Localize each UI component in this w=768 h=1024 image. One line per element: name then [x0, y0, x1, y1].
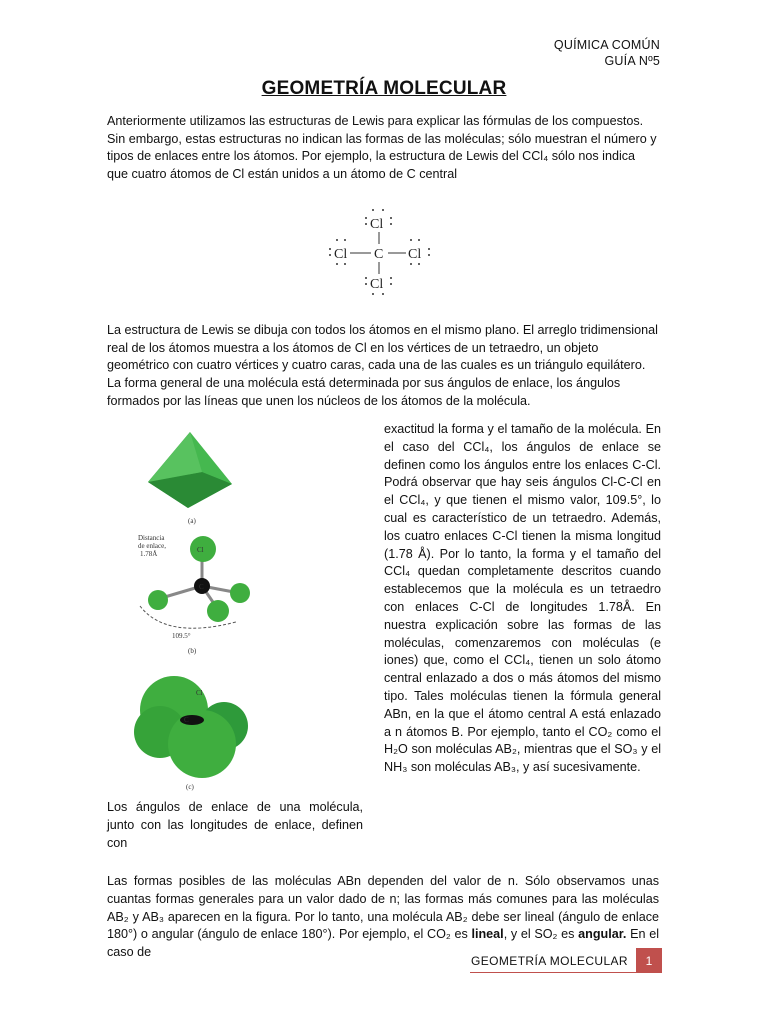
cl-atom-right	[230, 583, 250, 603]
abn-text-3: En el caso de	[107, 927, 660, 960]
lewis-c-center: C	[374, 247, 384, 262]
lewis-cl-left: Cl	[334, 247, 348, 262]
left-column-text: Los ángulos de enlace de una molécula, junto con las longitudes de enlace, definen con	[107, 800, 363, 850]
angle-label: 109.5°	[172, 632, 191, 640]
keyword-lineal: lineal	[471, 927, 504, 942]
lewis-cl-bottom: Cl	[370, 277, 384, 292]
figure-label-b: (b)	[188, 647, 197, 655]
space-filling-figure	[132, 664, 256, 794]
distance-label-2: de enlace,	[138, 542, 166, 550]
abn-text-2: , y el SO₂ es	[503, 927, 579, 942]
keyword-angular: angular.	[578, 927, 627, 942]
atom-cl-label-c: Cl	[196, 689, 203, 697]
lewis-structure-ccl4	[322, 196, 438, 304]
cl-atom-front	[207, 600, 229, 622]
figure-label-c: (c)	[186, 783, 194, 791]
page-number: 1	[636, 948, 662, 973]
intro-paragraph: Anteriormente utilizamos las estructuras de Lewis para explicar las fórmulas de los compuestos. Sin embargo, estas estructuras no indican las formas de las moléculas; sólo muestran el número y tipos de enlaces entre los átomos. Por ejemplo, la estructura de Lewis del CCl₄ sólo nos indica que cuatro átomos de Cl están unidos a un átomo de C central	[107, 114, 657, 182]
distance-label-1: Distancia	[138, 534, 165, 542]
header-guide: GUÍA Nº5	[604, 54, 660, 68]
atom-cl-label: Cl	[197, 546, 204, 554]
figure-label-a: (a)	[188, 517, 196, 525]
lewis-cl-top: Cl	[370, 217, 384, 232]
atom-c-label-c: C	[184, 716, 189, 724]
ball-and-stick-figure	[126, 532, 260, 656]
abn-text-1: Las formas posibles de las moléculas ABn dependen del valor de n. Sólo observamos unas cuantas formas generales para un valor dado de n; las formas más comunes para las moléculas AB₂ y AB₃ aparecen en la figura. Por lo tanto, una molécula AB₂ debe ser lineal (ángulo de enlace 180°) o angular (ángulo de enlace 180°). Por ejemplo, el CO₂ es	[107, 874, 659, 942]
lewis-cl-right: Cl	[408, 247, 422, 262]
lewis-explanation-paragraph: La estructura de Lewis se dibuja con todos los átomos en el mismo plano. El arreglo tridimensional real de los átomos muestra a los átomos de Cl en los vértices de un tetraedro, un objeto geométrico con cuatro vértices y cuatro caras, cada una de las cuales es un triángulo equilátero. La forma general de una molécula está determinada por sus ángulos de enlace, los ángulos formados por las líneas que unen los núcleos de los átomos de la molécula.	[107, 323, 658, 408]
atom-c-label: C	[199, 583, 204, 591]
page-footer	[471, 948, 662, 973]
right-column-text: exactitud la forma y el tamaño de la molécula. En el caso del CCl₄, los ángulos de enlace se definen como los ángulos entre los enlaces C-Cl. Podrá observar que hay seis ángulos Cl-C-Cl en el CCl₄, y que tienen el mismo valor, 109.5°, lo cual es característico de un tetraedro. Además, los cuatro enlaces C-Cl tienen la misma longitud (1.78 Å). Por lo tanto, la forma y el tamaño del CCl₄ quedan completamente descritos cuando establecemos que la molécula es un tetraedro con enlaces C-Cl de longitudes 1.78Å. En nuestra explicación sobre las formas de las moléculas, comenzaremos con moléculas (e iones) que, como el CCl₄, tienen un solo átomo central enlazado a dos o más átomos del mismo tipo. Tales moléculas tienen la fórmula general ABn, en la que el átomo central A está enlazado a n átomos B. Por ejemplo, tanto el CO₂ como el H₂O son moléculas AB₂, mientras que el SO₃ y el NH₃ son moléculas AB₃, y así sucesivamente.	[384, 422, 661, 775]
tetrahedron-figure	[140, 432, 260, 528]
footer-title: GEOMETRÍA MOLECULAR	[471, 953, 628, 968]
page-header	[554, 37, 660, 69]
page-title: GEOMETRÍA MOLECULAR	[261, 78, 507, 99]
header-subject: QUÍMICA COMÚN	[553, 38, 660, 52]
cl-atom-left	[148, 590, 168, 610]
distance-value: 1.78Å	[140, 550, 158, 558]
